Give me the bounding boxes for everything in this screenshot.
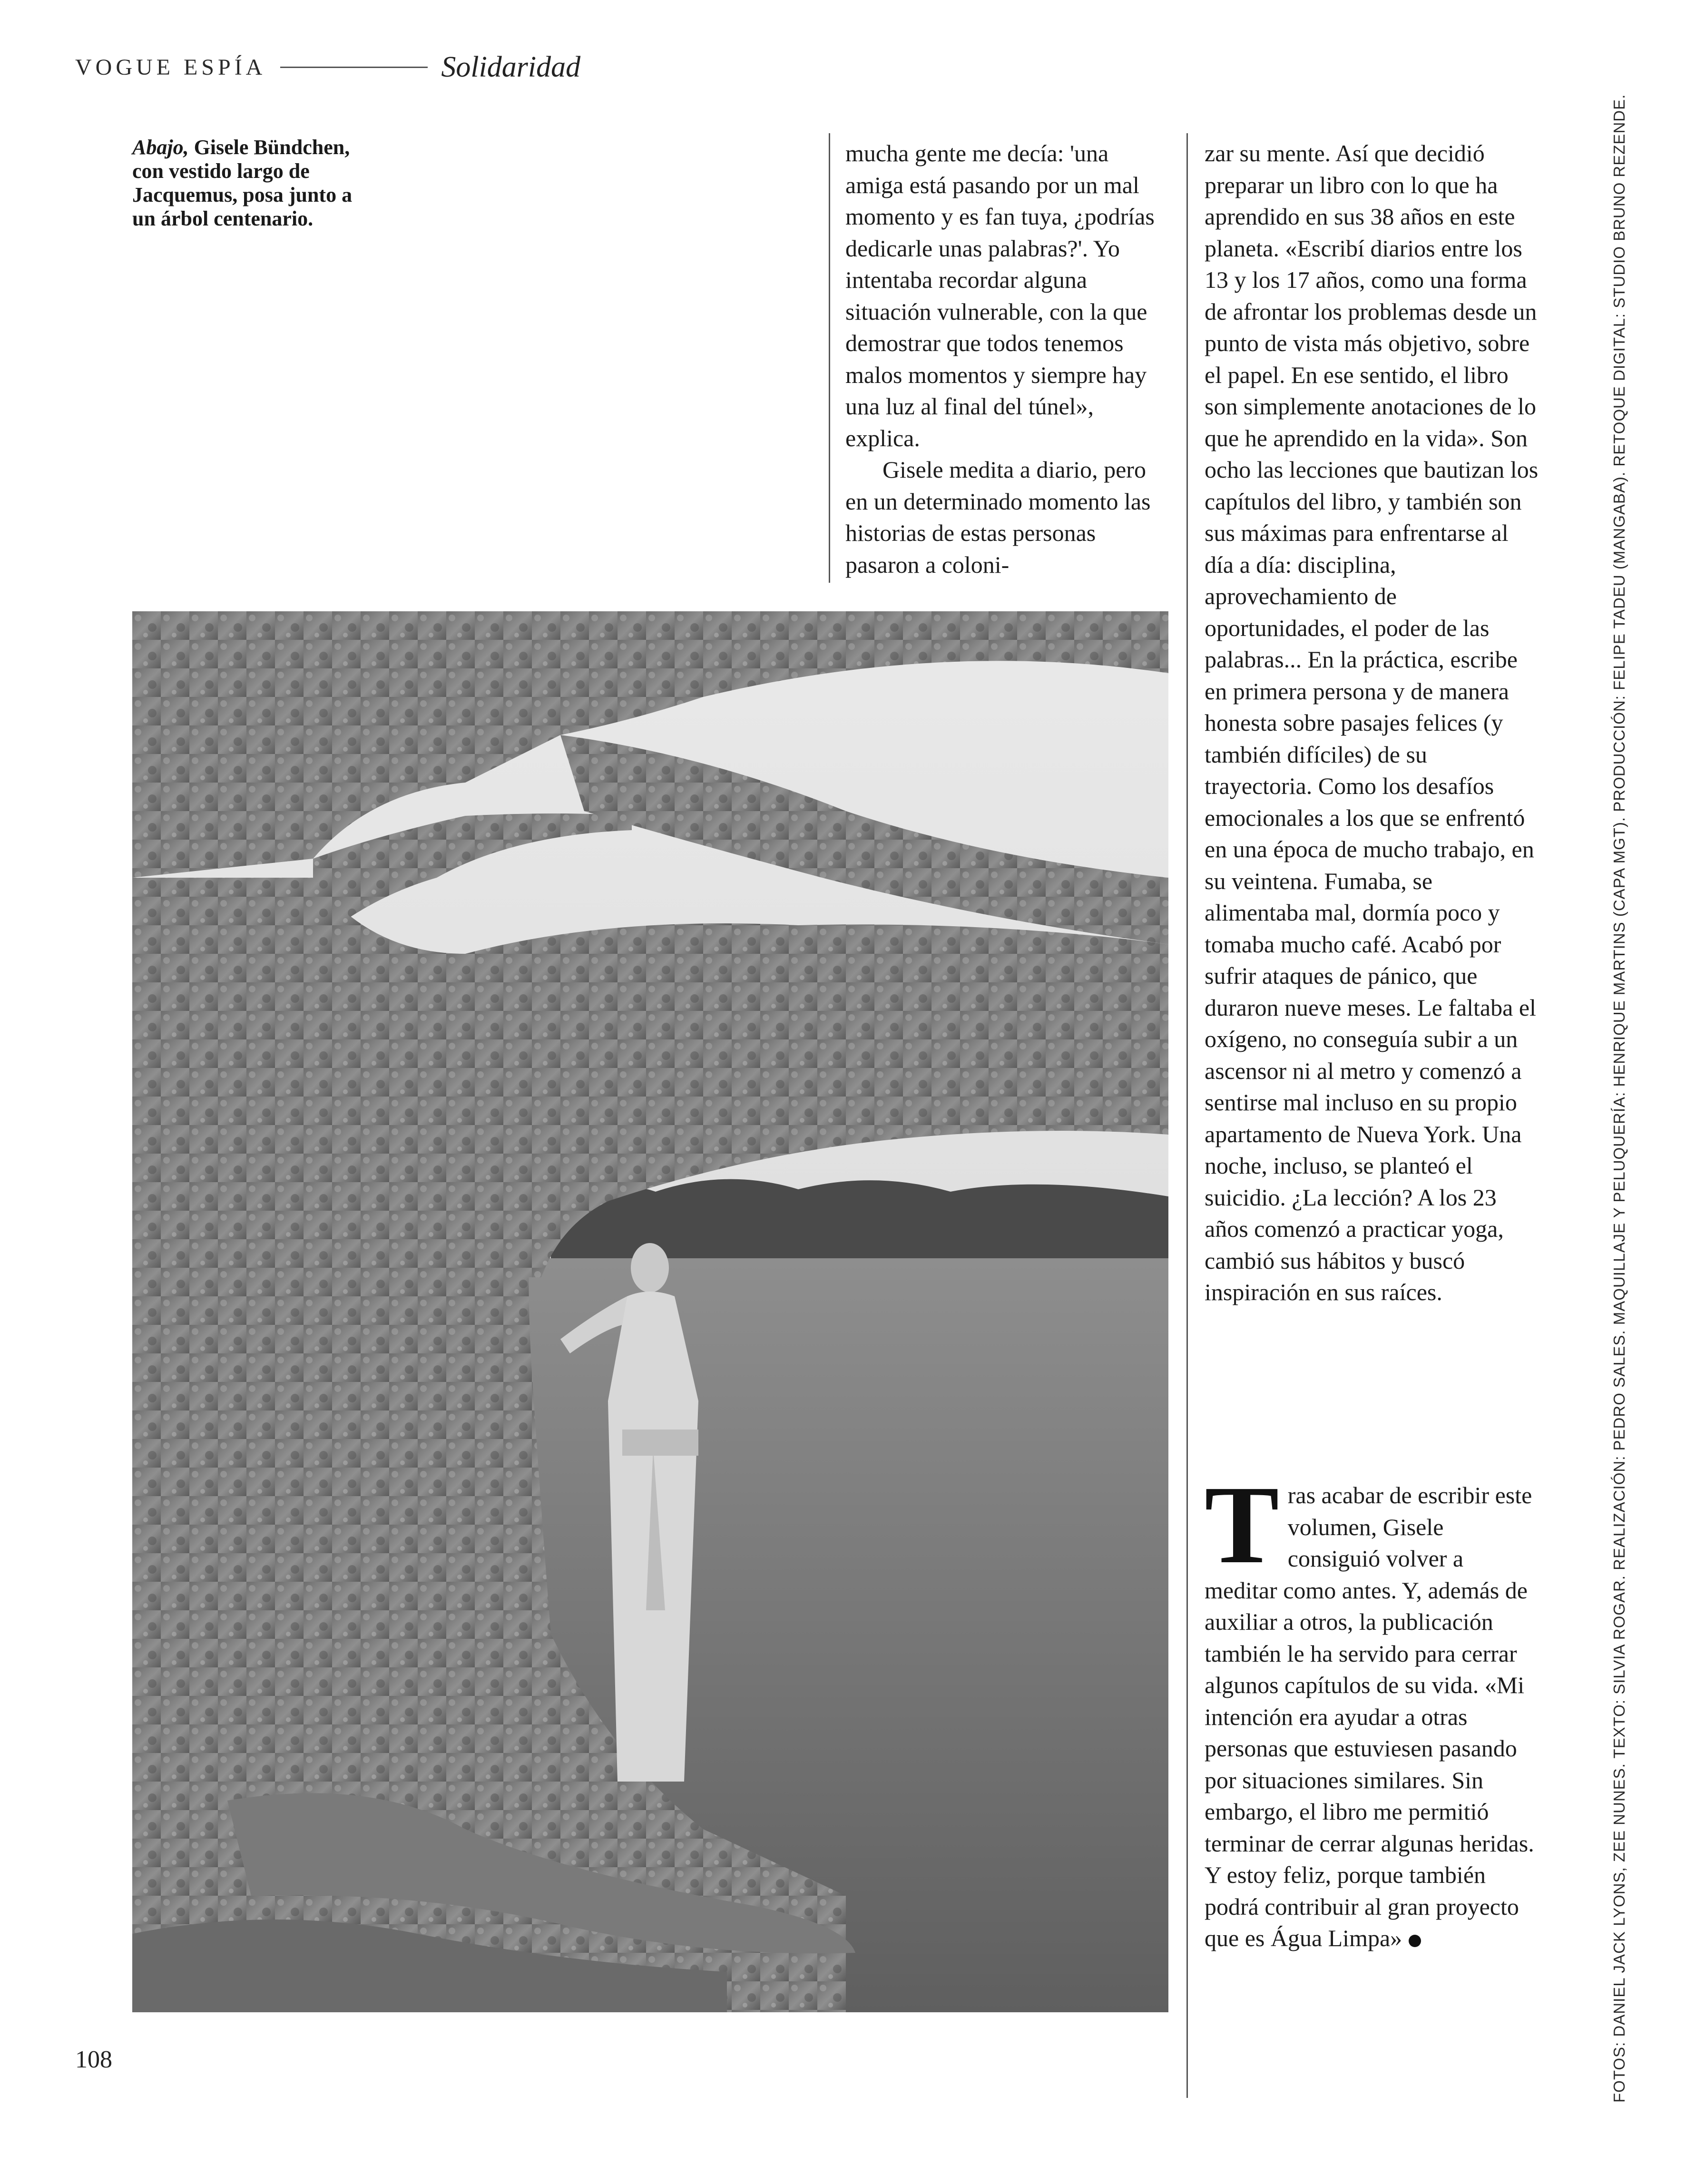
- topic-label: Solidaridad: [441, 50, 581, 83]
- article-column-2: [1205, 137, 1540, 1308]
- article-photo: [132, 611, 1168, 2012]
- paragraph: ras acabar de escribir este volumen, Gisele consiguió volver a meditar como antes. Y, además de auxiliar a otros, la publicación también le ha servido para cerrar algunos capítulos de su vida. «Mi intención era ayudar a otras personas que estuviesen pasando por situaciones similares. Sin embargo, el libro me permitió terminar de cerrar algunas heridas. Y estoy feliz, porque también podrá contribuir al gran proyecto que es Água Limpa»: [1205, 1482, 1534, 1951]
- photo-caption: [132, 136, 380, 231]
- column-divider-right: [1186, 133, 1188, 2098]
- paragraph: Gisele medita a diario, pero en un determinado momento las historias de estas personas pasaron a coloni-: [845, 456, 1151, 578]
- column-divider-left: [829, 133, 830, 583]
- section-label: VOGUE ESPÍA: [75, 54, 266, 80]
- caption-lead: Abajo,: [132, 136, 189, 159]
- end-mark-icon: [1409, 1935, 1421, 1947]
- page-number: 108: [75, 2046, 112, 2073]
- page-header: [75, 46, 580, 88]
- article-closing-paragraph: [1205, 1463, 1540, 1954]
- paragraph: mucha gente me decía: 'una amiga está pasando por un mal momento y es fan tuya, ¿podrías dedicarle unas palabras?'. Yo intentaba recordar alguna situación vulnerable, con la que demostrar que todos tenemos malos momentos y siempre hay una luz al final del túnel», explica.: [845, 140, 1155, 451]
- paragraph: zar su mente. Así que decidió preparar un libro con lo que ha aprendido en sus 38 años en este planeta. «Escribí diarios entre los 13 y los 17 años, como una forma de afrontar los problemas desde un punto de vista más objetivo, sobre el papel. En ese sentido, el libro son simplemente anotaciones de lo que he aprendido en la vida». Son ocho las lecciones que bautizan los capítulos del libro, y también son sus máximas para enfrentarse al día a día: disciplina, aprovechamiento de oportunidades, el poder de las palabras... En la práctica, escribe en primera persona y de manera honesta sobre pasajes felices (y también difíciles) de su trayectoria. Como los desafíos emocionales a los que se enfrentó en una época de mucho trabajo, en su veintena. Fumaba, se alimentaba mal, dormía poco y tomaba mucho café. Acabó por sufrir ataques de pánico, que duraron nueve meses. Le faltaba el oxígeno, no conseguía subir a un ascensor ni al metro y comenzó a sentirse mal incluso en su propio apartamento de Nueva York. Una noche, incluso, se planteó el suicidio. ¿La lección? A los 23 años comenzó a practicar yoga, cambió sus hábitos y buscó inspiración en sus raíces.: [1205, 140, 1539, 1305]
- header-divider: [280, 67, 428, 68]
- caption-text: Gisele Bündchen, con vestido largo de Jacquemus, posa junto a un árbol centenario.: [132, 136, 353, 230]
- photo-credits: FOTOS: DANIEL JACK LYONS, ZEE NUNES. TEXTO: SILVIA ROGAR. REALIZACIÓN: PEDRO SALES. MAQUILLAJE Y PELUQUERÍA: HENRIQUE MARTINS (CAPA MGT). PRODUCCIÓN: FELIPE TADEU (MANGABA). RETOQUE DIGITAL: STUDIO BRUNO REZENDE.: [1610, 94, 1628, 2103]
- drop-cap: T: [1205, 1463, 1279, 1587]
- article-column-1: [845, 137, 1157, 580]
